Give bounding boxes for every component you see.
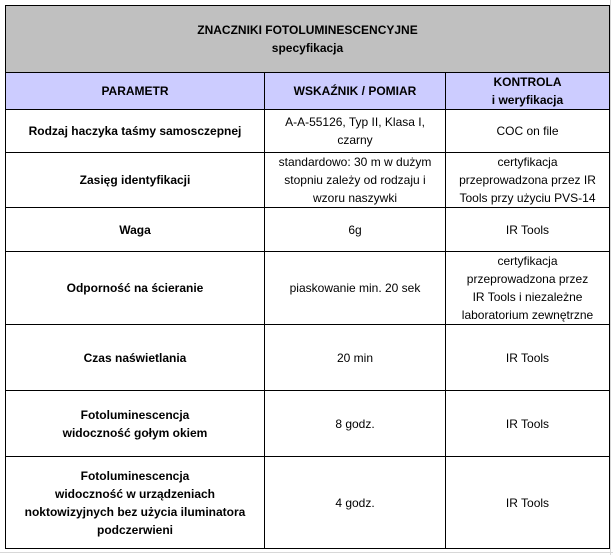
table-row (6, 457, 610, 549)
table-row (6, 325, 610, 391)
value-cell-line: 6g (348, 222, 362, 237)
value-cell[interactable] (265, 153, 446, 208)
control-cell-line: IR Tools (505, 495, 550, 510)
value-cell-line: piaskowanie min. 20 sek (289, 281, 421, 295)
header-kontrola-line1: KONTROLA (493, 75, 562, 89)
control-cell-line: certyfikacja (497, 155, 558, 169)
control-cell-line: certyfikacja (497, 254, 558, 268)
specification-table (5, 5, 610, 549)
control-cell-line: Tools przy użyciu PVS-14 (459, 191, 596, 205)
control-cell[interactable] (446, 391, 610, 457)
gridline-bottom (0, 552, 613, 553)
parameter-cell[interactable] (6, 252, 265, 325)
gridline-right (610, 0, 611, 555)
value-cell-line: stopniu zależy od rodzaju i (284, 173, 426, 187)
table-title-cell[interactable] (6, 6, 610, 73)
control-cell[interactable] (446, 457, 610, 549)
header-wskaznik[interactable]: WSKAŹNIK / POMIAR (265, 73, 446, 110)
value-cell-line: A-A-55126, Typ II, Klasa I, (285, 115, 425, 129)
value-cell-line: czarny (337, 133, 373, 147)
value-cell-line: 20 min (336, 350, 374, 365)
control-cell[interactable] (446, 153, 610, 208)
parameter-cell[interactable] (6, 153, 265, 208)
control-cell-line: laboratorium zewnętrzne (461, 308, 594, 322)
header-parametr[interactable]: PARAMETR (6, 73, 265, 110)
parameter-cell-line: Fotoluminescencja (80, 407, 190, 422)
table-row (6, 153, 610, 208)
table-body (6, 110, 610, 549)
parameter-cell-line: Czas naświetlania (83, 350, 187, 365)
parameter-cell[interactable] (6, 391, 265, 457)
header-row (6, 73, 610, 110)
value-cell[interactable] (265, 208, 446, 252)
control-cell-line: przeprowadzona przez (466, 272, 589, 286)
parameter-cell[interactable] (6, 110, 265, 153)
control-cell[interactable] (446, 252, 610, 325)
value-cell[interactable] (265, 325, 446, 391)
table-row (6, 391, 610, 457)
parameter-cell-line: widoczność gołym okiem (62, 425, 208, 440)
parameter-cell-line: Zasięg identyfikacji (79, 173, 191, 187)
parameter-cell[interactable] (6, 325, 265, 391)
value-cell[interactable] (265, 110, 446, 153)
value-cell-line: standardowo: 30 m w dużym (278, 155, 432, 169)
value-cell-line: 4 godz. (335, 495, 375, 510)
parameter-cell-line: Rodzaj haczyka taśmy samosczepnej (28, 124, 242, 138)
parameter-cell-line: podczerwieni (96, 522, 173, 537)
header-kontrola[interactable] (446, 73, 610, 110)
value-cell[interactable] (265, 391, 446, 457)
parameter-cell-line: noktowizyjnych bez użycia iluminatora (24, 504, 246, 519)
value-cell-line: 8 godz. (335, 416, 375, 431)
header-kontrola-line2: i weryfikacja (491, 93, 564, 107)
control-cell-line: IR Tools (505, 222, 550, 237)
control-cell-line: COC on file (496, 124, 559, 138)
parameter-cell-line: Fotoluminescencja (80, 468, 190, 483)
control-cell-line: IR Tools i niezależne (472, 290, 583, 304)
control-cell[interactable] (446, 208, 610, 252)
value-cell[interactable] (265, 252, 446, 325)
parameter-cell-line: Waga (119, 222, 151, 237)
parameter-cell[interactable] (6, 457, 265, 549)
value-cell[interactable] (265, 457, 446, 549)
control-cell-line: przeprowadzona przez IR (459, 173, 596, 187)
parameter-cell-line: Odporność na ścieranie (66, 281, 204, 295)
table-subtitle: specyfikacja (271, 41, 344, 55)
parameter-cell[interactable] (6, 208, 265, 252)
table-row (6, 252, 610, 325)
table-row (6, 208, 610, 252)
control-cell[interactable] (446, 110, 610, 153)
control-cell[interactable] (446, 325, 610, 391)
table-title: ZNACZNIKI FOTOLUMINESCENCYJNE (197, 23, 418, 37)
title-row (6, 6, 610, 73)
value-cell-line: wzoru naszywki (312, 191, 398, 205)
parameter-cell-line: widoczność w urządzeniach (54, 486, 216, 501)
control-cell-line: IR Tools (505, 416, 550, 431)
table-row (6, 110, 610, 153)
control-cell-line: IR Tools (505, 350, 550, 365)
